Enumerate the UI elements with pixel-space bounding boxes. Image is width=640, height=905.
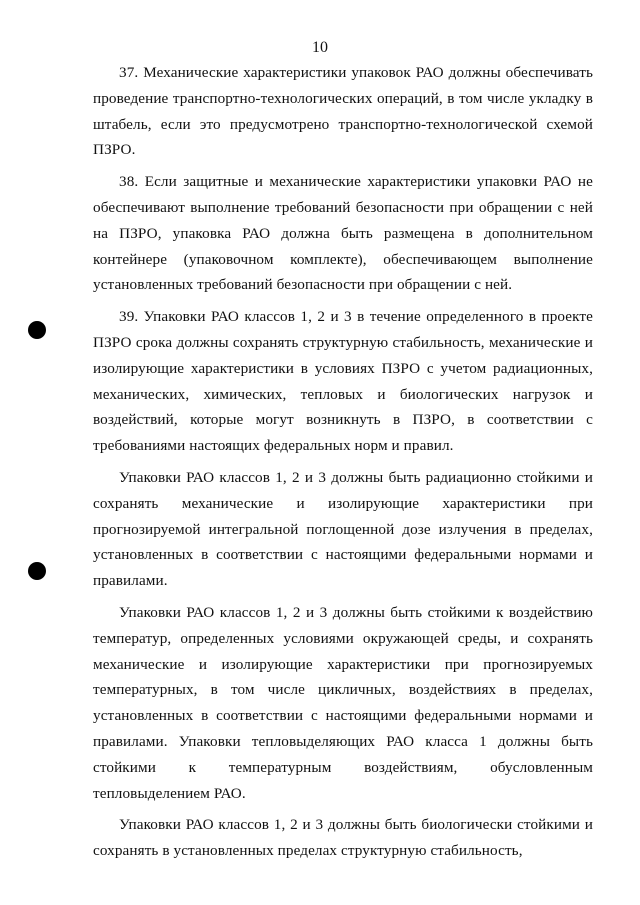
paragraph-39: 39. Упаковки РАО классов 1, 2 и 3 в течение определенного в проекте ПЗРО срока должны сохранять структурную стабильность, механические и изолирующие характеристики в условиях ПЗРО с учетом радиационных, механических, химических, тепловых и биологических нагрузок и воздействий, которые могут возникнуть в ПЗРО, в соответствии с требованиями настоящих федеральных норм и правил. — [93, 308, 593, 455]
paragraph-radiation-resistance: Упаковки РАО классов 1, 2 и 3 должны быть радиационно стойкими и сохранять механические и изолирующие характеристики при прогнозируемой интегральной поглощенной дозе излучения в пределах, установленных в соответствии с настоящими федеральными нормами и правилами. — [93, 468, 593, 590]
paragraph-biological-resistance: Упаковки РАО классов 1, 2 и 3 должны быть биологически стойкими и сохранять в установленных пределах структурную стабильность, — [93, 816, 593, 860]
paragraph-temperature-resistance: Упаковки РАО классов 1, 2 и 3 должны быть стойкими к воздействию температур, определенных условиями окружающей среды, и сохранять механические и изолирующие характеристики при прогнозируемых температурных, в том числе цикличных, воздействиях в пределах, установленных в соответствии с настоящими федеральными нормами и правилами. Упаковки тепловыделяющих РАО класса 1 должны быть стойкими к температурным воздействиям, обусловленным тепловыделением РАО. — [93, 603, 593, 802]
punch-hole — [28, 562, 46, 580]
punch-hole — [28, 321, 46, 339]
paragraph-37: 37. Механические характеристики упаковок РАО должны обеспечивать проведение транспортно-технологических операций, в том числе укладку в штабель, если это предусмотрено транспортно-технологической схемой ПЗРО. — [93, 64, 593, 159]
document-body — [93, 60, 593, 864]
page-number: 10 — [312, 39, 328, 56]
paragraph-38: 38. Если защитные и механические характеристики упаковки РАО не обеспечивают выполнение требований безопасности при обращении с ней на ПЗРО, упаковка РАО должна быть размещена в дополнительном контейнере (упаковочном комплекте), обеспечивающем выполнение установленных требований безопасности при обращении с ней. — [93, 173, 593, 294]
